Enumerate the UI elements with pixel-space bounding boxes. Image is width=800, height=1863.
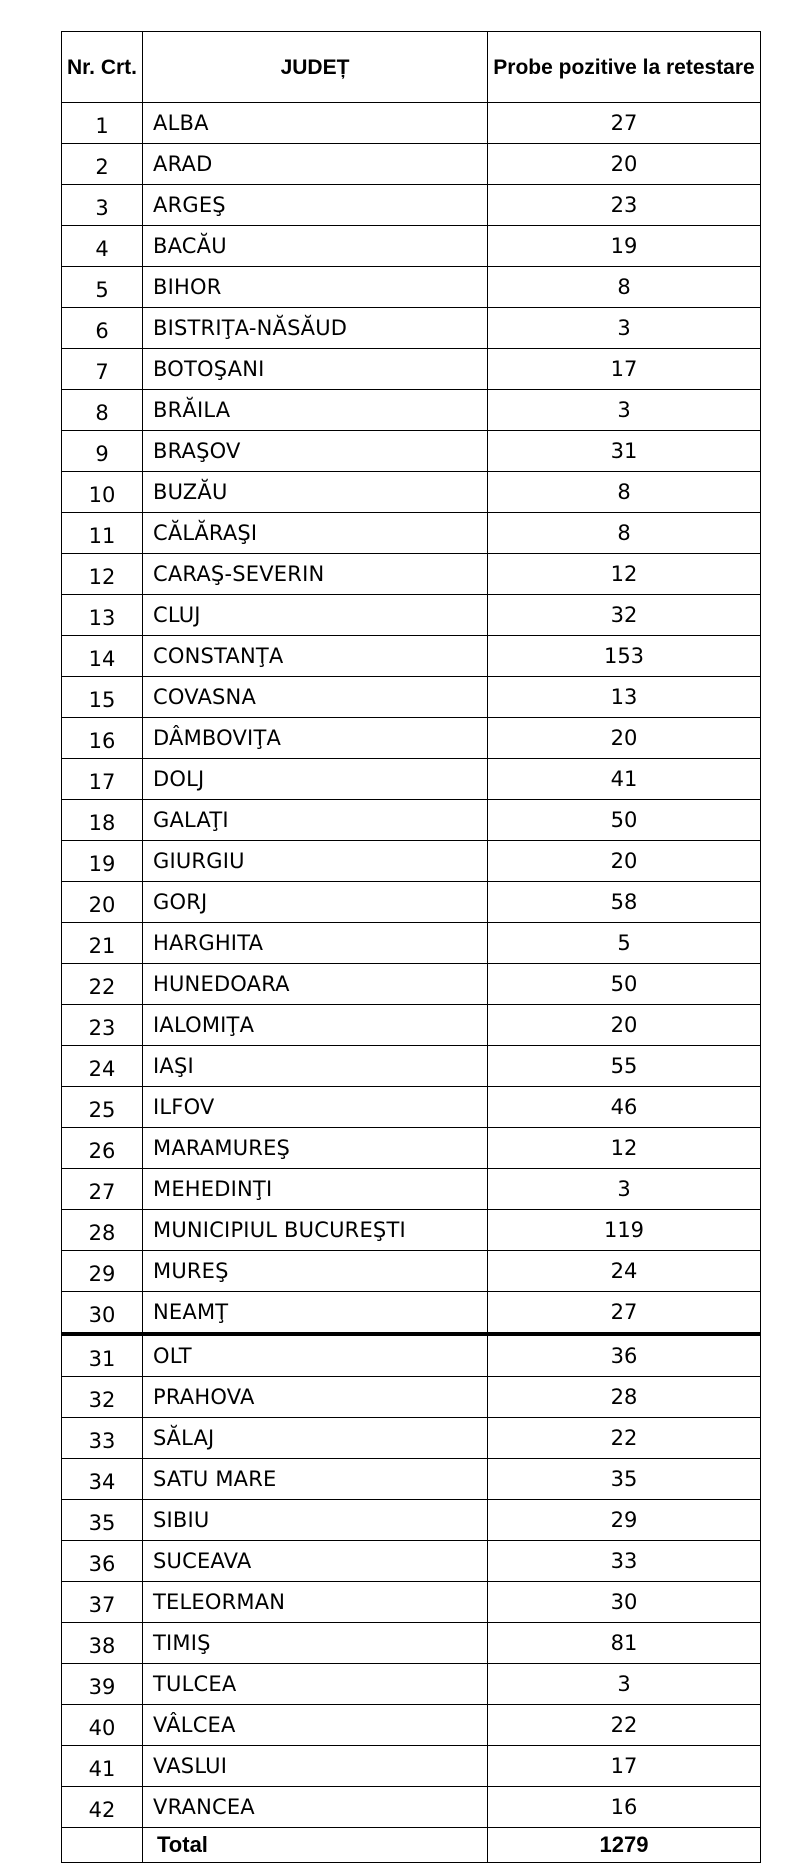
table-row [62,349,761,390]
row-number: 12 [62,554,143,595]
county-name: BUZĂU [143,472,488,513]
positive-retest-count: 33 [488,1541,761,1582]
row-number: 41 [62,1746,143,1787]
row-number: 23 [62,1005,143,1046]
table-row [62,595,761,636]
row-number: 5 [62,267,143,308]
row-number: 3 [62,185,143,226]
positive-retest-count: 81 [488,1623,761,1664]
positive-retest-count: 16 [488,1787,761,1828]
row-number: 14 [62,636,143,677]
county-name: VASLUI [143,1746,488,1787]
table-row [62,841,761,882]
county-name: BRAŞOV [143,431,488,472]
row-number: 8 [62,390,143,431]
positive-retest-count: 3 [488,1664,761,1705]
table-row [62,1046,761,1087]
positive-retest-count: 28 [488,1377,761,1418]
positive-retest-count: 12 [488,554,761,595]
row-number: 35 [62,1500,143,1541]
row-number: 11 [62,513,143,554]
positive-retest-count: 30 [488,1582,761,1623]
row-number: 33 [62,1418,143,1459]
county-name: TIMIŞ [143,1623,488,1664]
county-name: NEAMŢ [143,1292,488,1335]
row-number: 31 [62,1334,143,1377]
table-row [62,1582,761,1623]
county-name: MUREŞ [143,1251,488,1292]
row-number: 36 [62,1541,143,1582]
positive-retest-table [61,31,761,1863]
row-number: 1 [62,103,143,144]
table-row [62,923,761,964]
table-row [62,677,761,718]
positive-retest-count: 20 [488,841,761,882]
row-number: 39 [62,1664,143,1705]
row-number: 24 [62,1046,143,1087]
positive-retest-count: 31 [488,431,761,472]
table-row [62,1292,761,1335]
table-row [62,431,761,472]
county-name: COVASNA [143,677,488,718]
positive-retest-count: 32 [488,595,761,636]
row-number: 38 [62,1623,143,1664]
row-number: 32 [62,1377,143,1418]
row-number: 9 [62,431,143,472]
table-row [62,308,761,349]
county-name: MUNICIPIUL BUCUREŞTI [143,1210,488,1251]
county-name: BISTRIŢA-NĂSĂUD [143,308,488,349]
table-row [62,718,761,759]
row-number: 19 [62,841,143,882]
positive-retest-count: 17 [488,349,761,390]
row-number: 18 [62,800,143,841]
table-row [62,1418,761,1459]
row-number: 22 [62,964,143,1005]
table-row [62,759,761,800]
row-number: 15 [62,677,143,718]
table-row [62,144,761,185]
table-row [62,1746,761,1787]
county-name: DÂMBOVIŢA [143,718,488,759]
county-name: TELEORMAN [143,1582,488,1623]
table-row [62,1005,761,1046]
county-name: MEHEDINŢI [143,1169,488,1210]
positive-retest-count: 46 [488,1087,761,1128]
table-row [62,1664,761,1705]
row-number: 28 [62,1210,143,1251]
positive-retest-count: 50 [488,800,761,841]
positive-retest-count: 3 [488,1169,761,1210]
positive-retest-count: 8 [488,472,761,513]
total-nr-cell [62,1828,143,1863]
table-row [62,1541,761,1582]
table-row [62,513,761,554]
county-name: VRANCEA [143,1787,488,1828]
row-number: 6 [62,308,143,349]
positive-retest-count: 119 [488,1210,761,1251]
row-number: 2 [62,144,143,185]
table-row [62,1169,761,1210]
table-row [62,390,761,431]
row-number: 26 [62,1128,143,1169]
county-name: IAŞI [143,1046,488,1087]
row-number: 20 [62,882,143,923]
table-row [62,1210,761,1251]
county-name: GALAŢI [143,800,488,841]
positive-retest-count: 17 [488,1746,761,1787]
table-row [62,1251,761,1292]
county-name: MARAMUREŞ [143,1128,488,1169]
row-number: 34 [62,1459,143,1500]
county-name: BOTOŞANI [143,349,488,390]
positive-retest-count: 58 [488,882,761,923]
county-name: GIURGIU [143,841,488,882]
row-number: 40 [62,1705,143,1746]
positive-retest-count: 20 [488,718,761,759]
positive-retest-count: 23 [488,185,761,226]
county-name: CĂLĂRAŞI [143,513,488,554]
row-number: 17 [62,759,143,800]
table-row [62,1334,761,1377]
county-name: BIHOR [143,267,488,308]
county-name: BACĂU [143,226,488,267]
row-number: 4 [62,226,143,267]
positive-retest-count: 8 [488,513,761,554]
positive-retest-count: 27 [488,103,761,144]
county-name: HUNEDOARA [143,964,488,1005]
table-row [62,103,761,144]
row-number: 16 [62,718,143,759]
table-row [62,1377,761,1418]
county-name: GORJ [143,882,488,923]
positive-retest-count: 8 [488,267,761,308]
table-row [62,472,761,513]
county-name: SUCEAVA [143,1541,488,1582]
positive-retest-count: 20 [488,144,761,185]
row-number: 30 [62,1292,143,1335]
positive-retest-count: 3 [488,308,761,349]
county-name: ARAD [143,144,488,185]
county-name: OLT [143,1334,488,1377]
county-name: SĂLAJ [143,1418,488,1459]
positive-retest-count: 24 [488,1251,761,1292]
total-value: 1279 [488,1828,761,1863]
county-name: TULCEA [143,1664,488,1705]
positive-retest-table-container [61,31,760,1863]
table-row [62,964,761,1005]
positive-retest-count: 36 [488,1334,761,1377]
positive-retest-count: 41 [488,759,761,800]
positive-retest-count: 13 [488,677,761,718]
row-number: 21 [62,923,143,964]
positive-retest-count: 20 [488,1005,761,1046]
table-row [62,1623,761,1664]
county-name: IALOMIŢA [143,1005,488,1046]
positive-retest-count: 19 [488,226,761,267]
county-name: SIBIU [143,1500,488,1541]
table-row [62,800,761,841]
positive-retest-count: 153 [488,636,761,677]
header-county: JUDEȚ [143,32,488,103]
table-row [62,185,761,226]
positive-retest-count: 22 [488,1418,761,1459]
county-name: PRAHOVA [143,1377,488,1418]
table-row [62,226,761,267]
row-number: 25 [62,1087,143,1128]
table-row [62,554,761,595]
table-row [62,1087,761,1128]
table-row [62,1128,761,1169]
county-name: ARGEŞ [143,185,488,226]
row-number: 7 [62,349,143,390]
positive-retest-count: 22 [488,1705,761,1746]
table-row [62,636,761,677]
row-number: 42 [62,1787,143,1828]
positive-retest-count: 27 [488,1292,761,1335]
county-name: CARAŞ-SEVERIN [143,554,488,595]
county-name: HARGHITA [143,923,488,964]
total-label: Total [143,1828,488,1863]
county-name: ILFOV [143,1087,488,1128]
total-row [62,1828,761,1863]
table-header-row [62,32,761,103]
county-name: ALBA [143,103,488,144]
header-nr-crt: Nr. Crt. [62,32,143,103]
table-row [62,1787,761,1828]
table-row [62,267,761,308]
positive-retest-count: 3 [488,390,761,431]
county-name: VÂLCEA [143,1705,488,1746]
table-row [62,882,761,923]
county-name: BRĂILA [143,390,488,431]
row-number: 27 [62,1169,143,1210]
table-row [62,1500,761,1541]
row-number: 29 [62,1251,143,1292]
positive-retest-count: 55 [488,1046,761,1087]
positive-retest-count: 29 [488,1500,761,1541]
county-name: DOLJ [143,759,488,800]
county-name: CONSTANŢA [143,636,488,677]
row-number: 10 [62,472,143,513]
table-body [62,103,761,1828]
county-name: SATU MARE [143,1459,488,1500]
positive-retest-count: 12 [488,1128,761,1169]
county-name: CLUJ [143,595,488,636]
positive-retest-count: 50 [488,964,761,1005]
header-positive-retests: Probe pozitive la retestare [488,32,761,103]
table-row [62,1459,761,1500]
positive-retest-count: 35 [488,1459,761,1500]
row-number: 13 [62,595,143,636]
row-number: 37 [62,1582,143,1623]
positive-retest-count: 5 [488,923,761,964]
table-row [62,1705,761,1746]
